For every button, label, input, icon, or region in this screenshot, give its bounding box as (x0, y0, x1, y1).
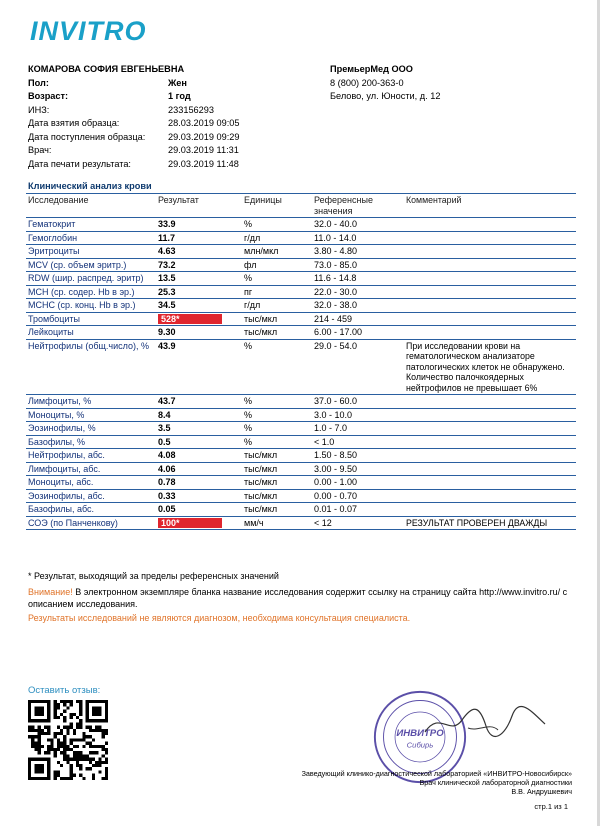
attention-label: Внимание! (28, 587, 73, 597)
patient-field-value: Жен (168, 77, 187, 88)
test-result: 0.05 (156, 503, 242, 517)
test-comment (404, 503, 576, 517)
patient-field-value: 1 год (168, 91, 191, 101)
attention-note (28, 587, 568, 610)
header-unit: Единицы (242, 194, 312, 218)
table-header-row (26, 194, 576, 218)
table-row (26, 503, 576, 517)
test-result: 8.4 (156, 408, 242, 422)
invitro-logo: INVITRO (30, 16, 147, 46)
patient-field-label: Дата поступления образца: (28, 131, 146, 142)
patient-row (28, 77, 240, 91)
table-row (26, 285, 576, 299)
test-name: СОЭ (по Панченкову) (26, 516, 156, 530)
test-reference: 22.0 - 30.0 (312, 285, 404, 299)
attention-text: В электронном экземпляре бланка название исследования содержит ссылку на страницу сайта http://www.invitro.ru/ с описанием исследования. (28, 587, 568, 609)
test-result: 11.7 (156, 231, 242, 245)
test-unit: г/дл (242, 299, 312, 313)
test-unit: % (242, 339, 312, 395)
patient-field-label: Врач: (28, 145, 52, 155)
test-comment: При исследовании крови на гематологическом анализаторе патологических клеток не обнаружено. Количество палочкоядерных нейтрофилов не превышает 6% (404, 339, 576, 395)
test-unit: тыс/мкл (242, 489, 312, 503)
test-result: 73.2 (156, 258, 242, 272)
patient-row (28, 144, 240, 158)
patient-row (28, 117, 240, 131)
table-row (26, 476, 576, 490)
test-unit: тыс/мкл (242, 312, 312, 326)
patient-field-value: 29.03.2019 11:48 (168, 158, 239, 169)
test-unit: тыс/мкл (242, 503, 312, 517)
test-unit: г/дл (242, 231, 312, 245)
table-row (26, 435, 576, 449)
patient-name: КОМАРОВА СОФИЯ ЕВГЕНЬЕВНА (28, 64, 185, 74)
review-label: Оставить отзыв: (28, 685, 101, 696)
test-reference: 11.6 - 14.8 (312, 272, 404, 286)
table-row (26, 516, 576, 530)
clinic-info (330, 63, 440, 104)
test-result: 4.08 (156, 449, 242, 463)
patient-field-label: Дата печати результата: (28, 158, 131, 169)
test-name: Эозинофилы, абс. (26, 489, 156, 503)
signoff-line3: В.В. Андрушкевич (511, 787, 572, 797)
signoff-line2: Врач клинической лабораторной диагностики (419, 778, 572, 788)
test-result: 13.5 (156, 272, 242, 286)
table-row (26, 395, 576, 409)
test-name: MCV (ср. объем эритр.) (26, 258, 156, 272)
test-reference: 3.0 - 10.0 (312, 408, 404, 422)
test-reference: 29.0 - 54.0 (312, 339, 404, 395)
test-reference: 0.00 - 0.70 (312, 489, 404, 503)
qr-code[interactable] (28, 700, 108, 780)
test-comment (404, 285, 576, 299)
test-name: MCH (ср. содер. Hb в эр.) (26, 285, 156, 299)
test-name: Моноциты, % (26, 408, 156, 422)
patient-field-label: ИНЗ: (28, 104, 50, 115)
test-result: 33.9 (156, 218, 242, 232)
stamp-title: ИНВИТРО (396, 728, 444, 740)
patient-row (28, 90, 240, 104)
table-row (26, 489, 576, 503)
test-reference: 3.80 - 4.80 (312, 245, 404, 259)
table-row (26, 449, 576, 463)
test-unit: % (242, 395, 312, 409)
patient-field-label: Дата взятия образца: (28, 118, 120, 128)
test-result: 3.5 (156, 422, 242, 436)
patient-info (28, 63, 240, 171)
test-name: Тромбоциты (26, 312, 156, 326)
test-name: Нейтрофилы (общ.число), % (26, 339, 156, 395)
test-name: Базофилы, % (26, 435, 156, 449)
test-comment (404, 218, 576, 232)
test-result: 4.06 (156, 462, 242, 476)
test-comment (404, 272, 576, 286)
disclaimer: Результаты исследований не являются диагнозом, необходима консультация специалиста. (28, 613, 411, 623)
test-unit: тыс/мкл (242, 326, 312, 340)
test-name: Лимфоциты, абс. (26, 462, 156, 476)
test-reference: 73.0 - 85.0 (312, 258, 404, 272)
test-result: 4.63 (156, 245, 242, 259)
results-table (26, 193, 576, 530)
test-name: RDW (шир. распред. эритр) (26, 272, 156, 286)
test-name: Моноциты, абс. (26, 476, 156, 490)
test-unit: % (242, 218, 312, 232)
test-result (156, 516, 242, 530)
test-comment (404, 299, 576, 313)
header-test: Исследование (26, 194, 156, 218)
test-comment (404, 489, 576, 503)
test-reference: 32.0 - 40.0 (312, 218, 404, 232)
test-reference: 0.00 - 1.00 (312, 476, 404, 490)
stamp-subtitle: Сибирь (406, 740, 434, 750)
test-comment (404, 258, 576, 272)
test-name: Гематокрит (26, 218, 156, 232)
test-result: 43.7 (156, 395, 242, 409)
patient-field-value: 29.03.2019 09:29 (168, 131, 240, 142)
patient-field-label: Пол: (28, 77, 49, 88)
patient-row (28, 104, 240, 118)
test-unit: мм/ч (242, 516, 312, 530)
patient-field-label: Возраст: (28, 91, 69, 101)
test-unit: млн/мкл (242, 245, 312, 259)
test-result: 0.5 (156, 435, 242, 449)
test-reference: 3.00 - 9.50 (312, 462, 404, 476)
header-result: Результат (156, 194, 242, 218)
test-comment (404, 435, 576, 449)
test-result: 25.3 (156, 285, 242, 299)
test-name: Лимфоциты, % (26, 395, 156, 409)
out-of-range-badge: 528* (158, 314, 222, 325)
test-comment (404, 312, 576, 326)
test-comment (404, 326, 576, 340)
out-of-range-badge: 100* (158, 518, 222, 529)
test-comment (404, 408, 576, 422)
test-reference: < 1.0 (312, 435, 404, 449)
test-unit: пг (242, 285, 312, 299)
test-comment (404, 395, 576, 409)
patient-field-value: 29.03.2019 11:31 (168, 145, 239, 155)
test-unit: % (242, 272, 312, 286)
section-title: Клинический анализ крови (28, 181, 152, 191)
test-comment (404, 476, 576, 490)
page-number: стр.1 из 1 (534, 802, 568, 811)
signoff (302, 769, 572, 797)
patient-field-value: 233156293 (168, 104, 214, 115)
test-unit: тыс/мкл (242, 449, 312, 463)
test-reference: 1.50 - 8.50 (312, 449, 404, 463)
test-reference: < 12 (312, 516, 404, 530)
test-unit: % (242, 422, 312, 436)
header-ref: Референсные значения (312, 194, 404, 218)
table-row (26, 408, 576, 422)
patient-field-value: 28.03.2019 09:05 (168, 118, 240, 128)
table-row (26, 299, 576, 313)
patient-row (28, 158, 240, 172)
test-name: Эозинофилы, % (26, 422, 156, 436)
test-unit: % (242, 435, 312, 449)
test-comment (404, 231, 576, 245)
test-reference: 0.01 - 0.07 (312, 503, 404, 517)
test-name: Гемоглобин (26, 231, 156, 245)
test-result (156, 312, 242, 326)
test-unit: тыс/мкл (242, 476, 312, 490)
test-result: 9.30 (156, 326, 242, 340)
asterisk-note: * Результат, выходящий за пределы референсных значений (28, 571, 279, 581)
test-comment (404, 422, 576, 436)
test-reference: 11.0 - 14.0 (312, 231, 404, 245)
signoff-line1: Заведующий клинико-диагностической лабораторией «ИНВИТРО-Новосибирск» (301, 769, 572, 778)
signature (420, 702, 550, 742)
test-result: 0.78 (156, 476, 242, 490)
test-unit: тыс/мкл (242, 462, 312, 476)
test-comment (404, 245, 576, 259)
test-result: 0.33 (156, 489, 242, 503)
test-reference: 37.0 - 60.0 (312, 395, 404, 409)
table-row (26, 245, 576, 259)
table-row (26, 462, 576, 476)
clinic-name: ПремьерМед ООО (330, 64, 413, 74)
table-row (26, 272, 576, 286)
test-reference: 214 - 459 (312, 312, 404, 326)
test-reference: 6.00 - 17.00 (312, 326, 404, 340)
table-row (26, 312, 576, 326)
test-unit: % (242, 408, 312, 422)
test-result: 43.9 (156, 339, 242, 395)
table-row (26, 422, 576, 436)
test-name: MCHC (ср. конц. Hb в эр.) (26, 299, 156, 313)
clinic-address: Белово, ул. Юности, д. 12 (330, 91, 441, 101)
test-comment: РЕЗУЛЬТАТ ПРОВЕРЕН ДВАЖДЫ (404, 516, 576, 530)
table-row (26, 231, 576, 245)
clinic-phone: 8 (800) 200-363-0 (330, 77, 404, 88)
header-comment: Комментарий (404, 194, 576, 218)
table-row (26, 326, 576, 340)
table-row (26, 258, 576, 272)
table-row (26, 218, 576, 232)
test-name: Лейкоциты (26, 326, 156, 340)
test-comment (404, 449, 576, 463)
test-name: Нейтрофилы, абс. (26, 449, 156, 463)
patient-row (28, 131, 240, 145)
table-row (26, 339, 576, 395)
test-name: Базофилы, абс. (26, 503, 156, 517)
test-reference: 32.0 - 38.0 (312, 299, 404, 313)
test-result: 34.5 (156, 299, 242, 313)
test-reference: 1.0 - 7.0 (312, 422, 404, 436)
test-comment (404, 462, 576, 476)
test-unit: фл (242, 258, 312, 272)
test-name: Эритроциты (26, 245, 156, 259)
